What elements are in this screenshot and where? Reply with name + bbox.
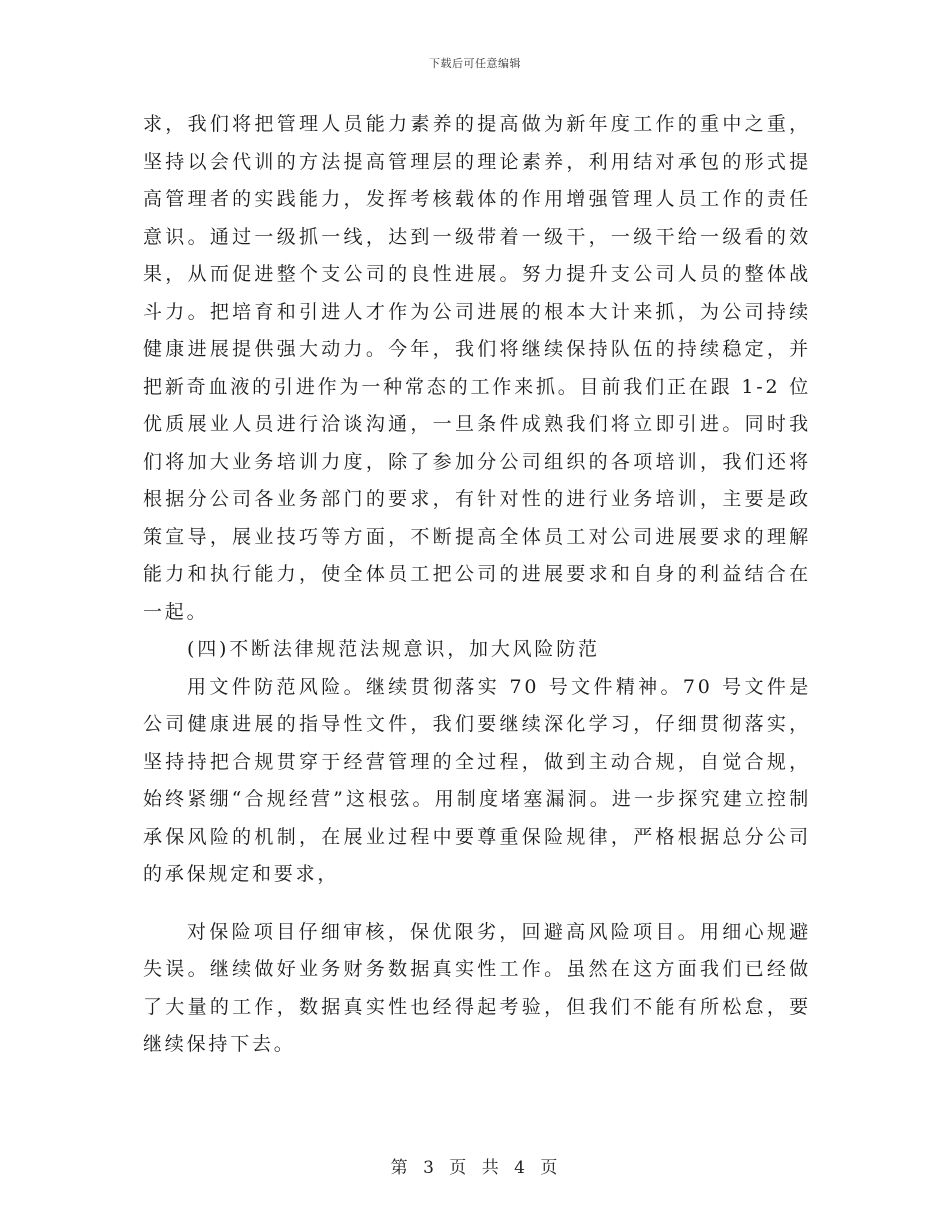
paragraph-1: 求，我们将把管理人员能力素养的提高做为新年度工作的重中之重，坚持以会代训的方法提高管理层的理论素养，利用结对承包的形式提高管理者的实践能力，发挥考核载体的作用增强管理人员工作的责任意识。通过一级抓一线，达到一级带着一级干，一级干给一级看的效果，从而促进整个支公司的良性进展。努力提升支公司人员的整体战斗力。把培育和引进人才作为公司进展的根本大计来抓，为公司持续健康进展提供强大动力。今年，我们将继续保持队伍的持续稳定，并把新奇血液的引进作为一种常态的工作来抓。目前我们正在跟 1-2 位优质展业人员进行洽谈沟通，一旦条件成熟我们将立即引进。同时我们将加大业务培训力度，除了参加分公司组织的各项培训，我们还将根据分公司各业务部门的要求，有针对性的进行业务培训，主要是政策宣导，展业技巧等方面，不断提高全体员工对公司进展要求的理解能力和执行能力，使全体员工把公司的进展要求和自身的利益结合在一起。: [143, 113, 811, 623]
document-body: [143, 106, 811, 1064]
paragraph-3: 对保险项目仔细审核，保优限劣，回避高风险项目。用细心规避失误。继续做好业务财务数据真实性工作。虽然在这方面我们已经做了大量的工作，数据真实性也经得起考验，但我们不能有所松怠，要继续保持下去。: [143, 920, 811, 1055]
page-number: 第 3 页 共 4 页: [390, 1158, 560, 1178]
section-heading: (四)不断法律规范法规意识，加大风险防范: [187, 638, 600, 660]
page-header: 下载后可任意编辑: [429, 57, 521, 70]
paragraph-2: 用文件防范风险。继续贯彻落实 70 号文件精神。70 号文件是公司健康进展的指导性文件，我们要继续深化学习，仔细贯彻落实，坚持持把合规贯穿于经营管理的全过程，做到主动合规，自觉合规，始终紧绷“合规经营”这根弦。用制度堵塞漏洞。进一步探究建立控制承保风险的机制，在展业过程中要尊重保险规律，严格根据总分公司的承保规定和要求，: [143, 675, 811, 885]
